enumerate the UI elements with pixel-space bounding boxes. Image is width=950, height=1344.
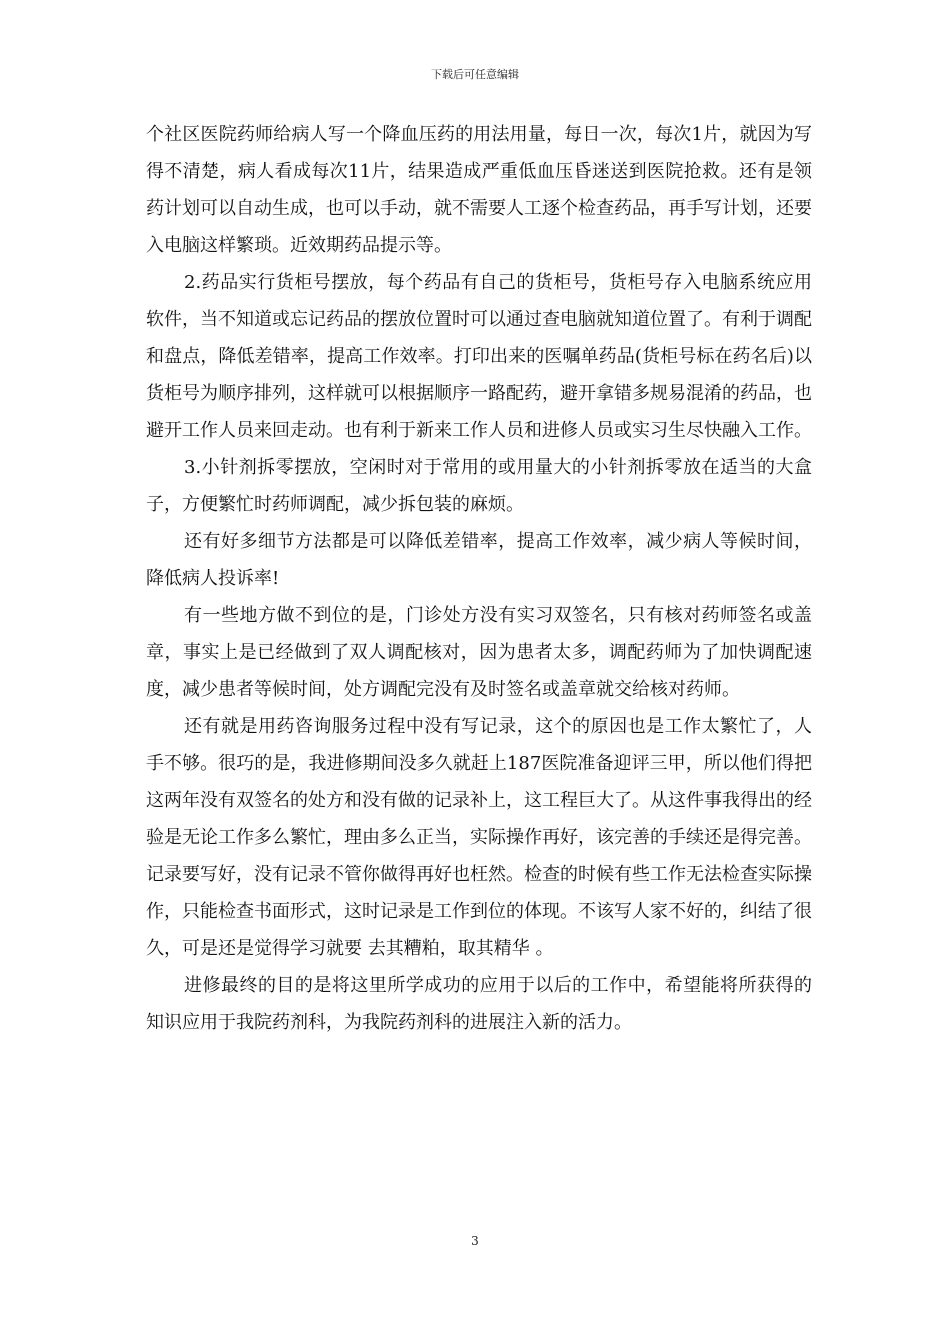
- page-header: 下载后可任意编辑: [431, 68, 519, 81]
- paragraph-details: 还有好多细节方法都是可以降低差错率，提高工作效率，减少病人等候时间，降低病人投诉率!: [146, 531, 812, 589]
- paragraph-item-2: 2.药品实行货柜号摆放，每个药品有自己的货柜号，货柜号存入电脑系统应用软件，当不知道或忘记药品的摆放位置时可以通过查电脑就知道位置了。有利于调配和盘点，降低差错率，提高工作效率。打印出来的医嘱单药品(货柜号标在药名后)以货柜号为顺序排列，这样就可以根据顺序一路配药，避开拿错多规易混淆的药品，也避开工作人员来回走动。也有利于新来工作人员和进修人员或实习生尽快融入工作。: [146, 272, 812, 441]
- paragraph-continued: 个社区医院药师给病人写一个降血压药的用法用量，每日一次，每次1片，就因为写得不清楚，病人看成每次11片，结果造成严重低血压昏迷送到医院抢救。还有是领药计划可以自动生成，也可以手动，就不需要人工逐个检查药品，再手写计划，还要入电脑这样繁琐。近效期药品提示等。: [146, 124, 812, 256]
- body-text: [146, 116, 812, 1041]
- paragraph-item-3: 3.小针剂拆零摆放，空闲时对于常用的或用量大的小针剂拆零放在适当的大盒子，方便繁忙时药师调配，减少拆包装的麻烦。: [146, 457, 812, 515]
- page-number: 3: [471, 1234, 479, 1248]
- paragraph-conclusion: 进修最终的目的是将这里所学成功的应用于以后的工作中，希望能将所获得的知识应用于我院药剂科，为我院药剂科的进展注入新的活力。: [146, 975, 812, 1033]
- paragraph-records: 还有就是用药咨询服务过程中没有写记录，这个的原因也是工作太繁忙了，人手不够。很巧的是，我进修期间没多久就赶上187医院准备迎评三甲，所以他们得把这两年没有双签名的处方和没有做的记录补上，这工程巨大了。从这件事我得出的经验是无论工作多么繁忙，理由多么正当，实际操作再好，该完善的手续还是得完善。记录要写好，没有记录不管你做得再好也枉然。检查的时候有些工作无法检查实际操作，只能检查书面形式，这时记录是工作到位的体现。不该写人家不好的，纠结了很久，可是还是觉得学习就要 去其糟粕，取其精华 。: [146, 716, 812, 959]
- paragraph-shortcomings: 有一些地方做不到位的是，门诊处方没有实习双签名，只有核对药师签名或盖章，事实上是已经做到了双人调配核对，因为患者太多，调配药师为了加快调配速度，减少患者等候时间，处方调配完没有及时签名或盖章就交给核对药师。: [146, 605, 812, 700]
